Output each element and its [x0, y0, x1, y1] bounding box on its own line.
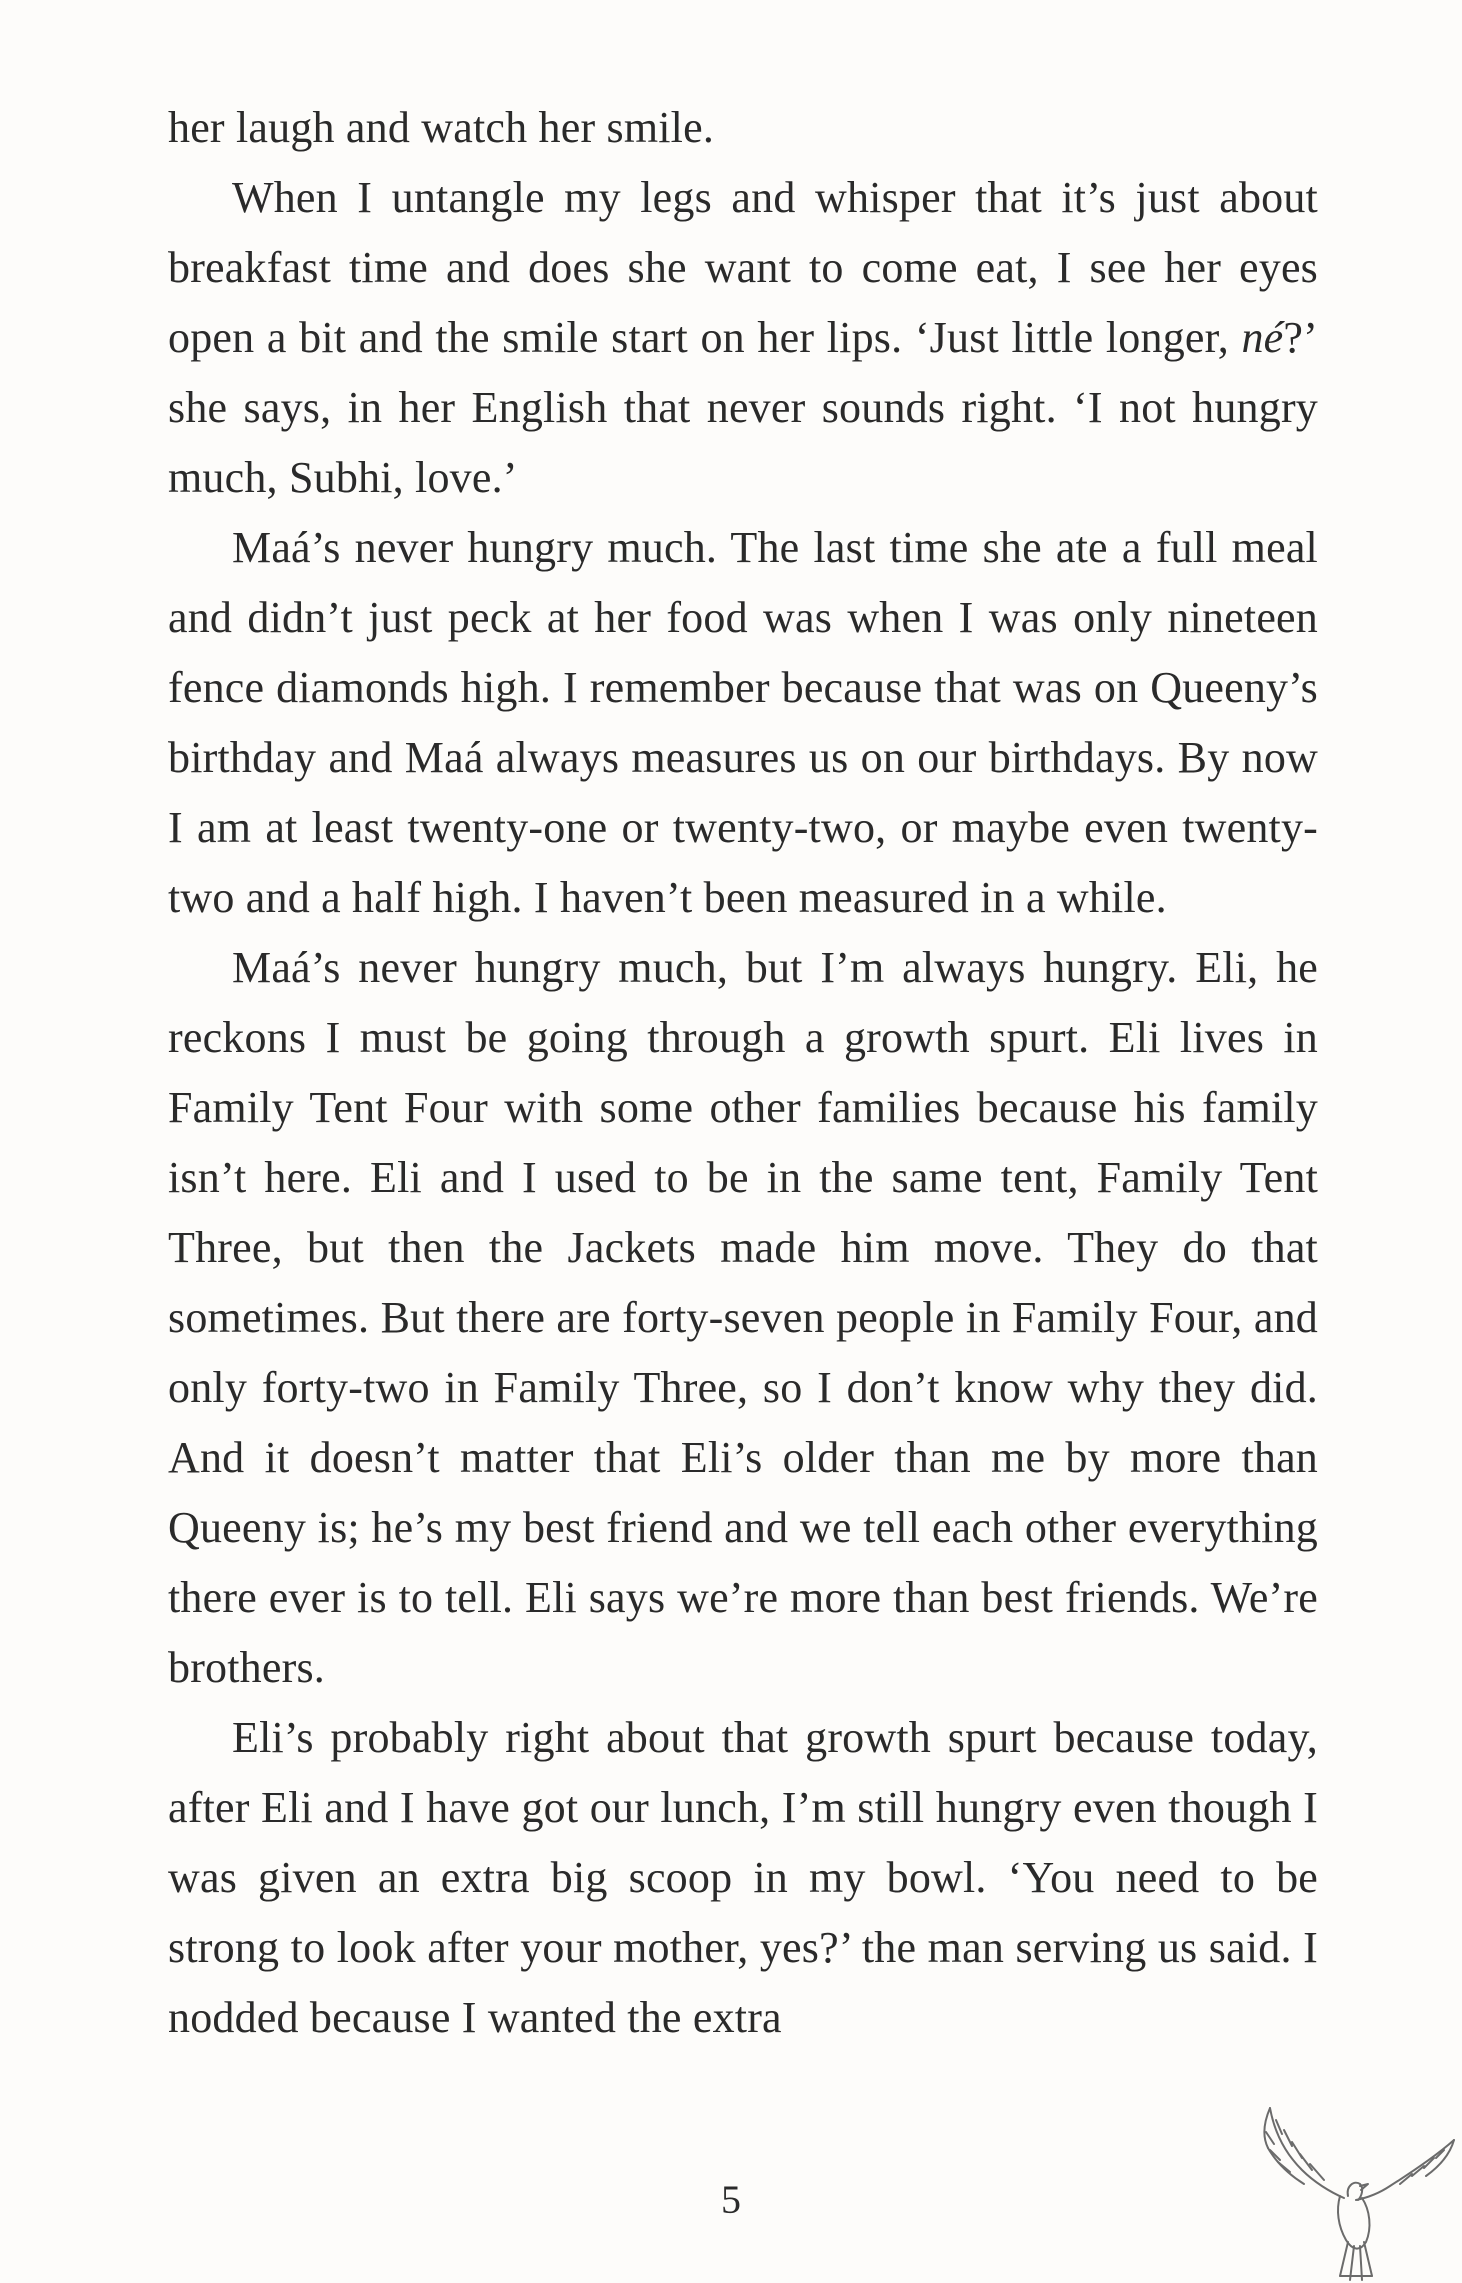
paragraph: [168, 93, 1318, 163]
paragraph: [168, 933, 1318, 1703]
text-segment: When I untangle my legs and whisper that it’s just about breakfast time and does she want to come eat, I see her eyes open a bit and the smile start on her lips. ‘Just little longer,: [168, 173, 1318, 362]
page-number: 5: [721, 2177, 741, 2222]
text-segment: Maá’s never hungry much, but I’m always hungry. Eli, he reckons I must be going through a growth spurt. Eli lives in Family Tent Four with some other families because his family isn’t here. Eli and I used to be in the same tent, Family Tent Three, but then the Jackets made him move. They do that sometimes. But there are forty-seven people in Family Four, and only forty-two in Family Three, so I don’t know why they did. And it doesn’t matter that Eli’s older than me by more than Queeny is; he’s my best friend and we tell each other everything there ever is to tell. Eli says we’re more than best friends. We’re brothers.: [168, 943, 1318, 1692]
italic-text-segment: né: [1241, 313, 1284, 362]
text-segment: her laugh and watch her smile.: [168, 103, 715, 152]
paragraph: [168, 513, 1318, 933]
text-segment: Eli’s probably right about that growth spurt because today, after Eli and I have got our lunch, I’m still hungry even though I was given an extra big scoop in my bowl. ‘You need to be strong to look after your mother, yes?’ the man serving us said. I nodded because I wanted the extra: [168, 1713, 1318, 2042]
bird-icon: [1240, 2100, 1462, 2283]
paragraph: [168, 1703, 1318, 2053]
paragraph: [168, 163, 1318, 513]
body-text: [168, 93, 1318, 2053]
text-segment: Maá’s never hungry much. The last time she ate a full meal and didn’t just peck at her food was when I was only nineteen fence diamonds high. I remember because that was on Queeny’s birthday and Maá always measures us on our birthdays. By now I am at least twenty-one or twenty-two, or maybe even twenty-two and a half high. I haven’t been measured in a while.: [168, 523, 1318, 922]
text-segment: ?’ she says, in her English that never sounds right. ‘I not hungry much, Subhi, love.’: [168, 313, 1318, 502]
